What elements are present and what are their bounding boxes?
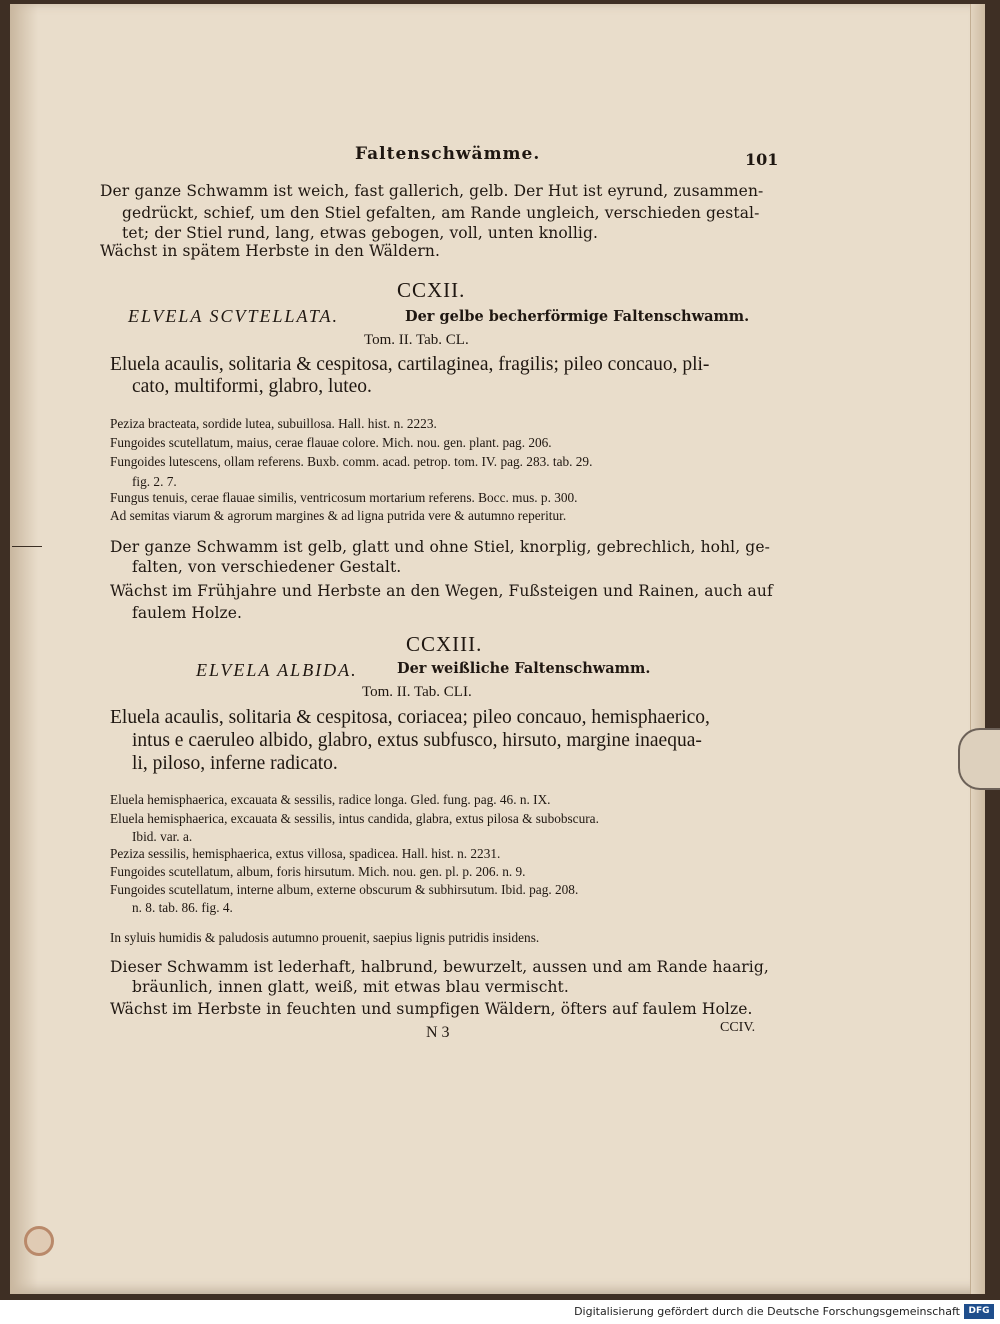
species-german-name: Der weißliche Faltenschwamm. (397, 660, 651, 677)
synonym-line: fig. 2. 7. (132, 474, 177, 489)
synonym-line: Fungoides scutellatum, album, foris hirsutum. Mich. nou. gen. pl. p. 206. n. 9. (110, 864, 526, 879)
synonym-line: Fungoides scutellatum, maius, cerae flauae colore. Mich. nou. gen. plant. pag. 206. (110, 435, 552, 450)
catchword: CCIV. (720, 1020, 756, 1035)
habitat-note: In syluis humidis & paludosis autumno prouenit, saepius lignis putridis insidens. (110, 930, 540, 945)
printer-signature: N 3 (426, 1024, 450, 1041)
synonym-line: Ibid. var. a. (132, 829, 193, 844)
page-number: 101 (745, 150, 779, 169)
synonym-line: Fungus tenuis, cerae flauae similis, ventricosum mortarium referens. Bocc. mus. p. 300. (110, 490, 578, 505)
diagnosis-line: Eluela acaulis, solitaria & cespitosa, cartilaginea, fragilis; pileo concauo, pli- (110, 354, 710, 375)
diagnosis-line: li, piloso, inferne radicato. (132, 753, 338, 774)
section-numeral: CCXIII. (406, 632, 483, 656)
german-description-line: Dieser Schwamm ist lederhaft, halbrund, bewurzelt, aussen und am Rande haarig, (110, 958, 769, 976)
synonym-line: Peziza bracteata, sordide lutea, subuillosa. Hall. hist. n. 2223. (110, 416, 437, 431)
running-title: Faltenschwämme. (355, 144, 541, 164)
plate-reference: Tom. II. Tab. CL. (364, 332, 469, 348)
german-habitat-line: Wächst im Herbste in feuchten und sumpfigen Wäldern, öfters auf faulem Holze. (110, 1000, 753, 1018)
synonym-line: Eluela hemisphaerica, excauata & sessilis, intus candida, glabra, extus pilosa & subobscura. (110, 811, 599, 826)
dfg-logo: DFG (964, 1304, 994, 1319)
habitat-note: Ad semitas viarum & agrorum margines & ad ligna putrida vere & autumno reperitur. (110, 508, 567, 523)
diagnosis-line: intus e caeruleo albido, glabro, extus subfusco, hirsuto, margine inaequa- (132, 730, 702, 751)
species-german-name: Der gelbe becherförmige Faltenschwamm. (405, 308, 750, 325)
page-edge (970, 4, 985, 1294)
german-description-line: falten, von verschiedener Gestalt. (132, 558, 402, 576)
synonym-line: Fungoides lutescens, ollam referens. Buxb. comm. acad. petrop. tom. IV. pag. 283. tab. 29. (110, 454, 593, 469)
synonym-line: n. 8. tab. 86. fig. 4. (132, 900, 233, 915)
species-latin-name: ELVELA ALBIDA. (196, 660, 358, 680)
synonym-line: Fungoides scutellatum, interne album, externe obscurum & subhirsutum. Ibid. pag. 208. (110, 882, 579, 897)
digitization-footer (0, 1300, 1000, 1324)
intro-line: gedrückt, schief, um den Stiel gefalten, am Rande ungleich, verschieden gestal- (122, 204, 760, 222)
margin-mark (12, 546, 42, 547)
intro-line: tet; der Stiel rund, lang, etwas gebogen, voll, unten knollig. (122, 224, 599, 242)
page-stain (24, 1226, 54, 1256)
digitization-credit: Digitalisierung gefördert durch die Deutsche Forschungsgemeinschaft (574, 1305, 960, 1318)
synonym-line: Peziza sessilis, hemisphaerica, extus villosa, spadicea. Hall. hist. n. 2231. (110, 846, 501, 861)
intro-line: Der ganze Schwamm ist weich, fast gallerich, gelb. Der Hut ist eyrund, zusammen- (100, 182, 764, 200)
german-description-line: bräunlich, innen glatt, weiß, mit etwas blau vermischt. (132, 978, 569, 996)
species-latin-name: ELVELA SCVTELLATA. (128, 306, 340, 326)
section-numeral: CCXII. (397, 278, 466, 302)
diagnosis-line: cato, multiformi, glabro, luteo. (132, 376, 372, 397)
plate-reference: Tom. II. Tab. CLI. (362, 684, 472, 700)
german-habitat-line: faulem Holze. (132, 604, 243, 622)
synonym-line: Eluela hemisphaerica, excauata & sessilis, radice longa. Gled. fung. pag. 46. n. IX. (110, 792, 551, 807)
german-description-line: Der ganze Schwamm ist gelb, glatt und ohne Stiel, knorplig, gebrechlich, hohl, ge- (110, 538, 770, 556)
diagnosis-line: Eluela acaulis, solitaria & cespitosa, coriacea; pileo concauo, hemisphaerico, (110, 707, 710, 728)
book-page (10, 4, 985, 1294)
intro-habitat: Wächst in spätem Herbste in den Wäldern. (100, 242, 440, 260)
page-tab-clip (958, 728, 1000, 790)
page-gutter (10, 4, 38, 1294)
german-habitat-line: Wächst im Frühjahre und Herbste an den Wegen, Fußsteigen und Rainen, auch auf (110, 582, 773, 600)
